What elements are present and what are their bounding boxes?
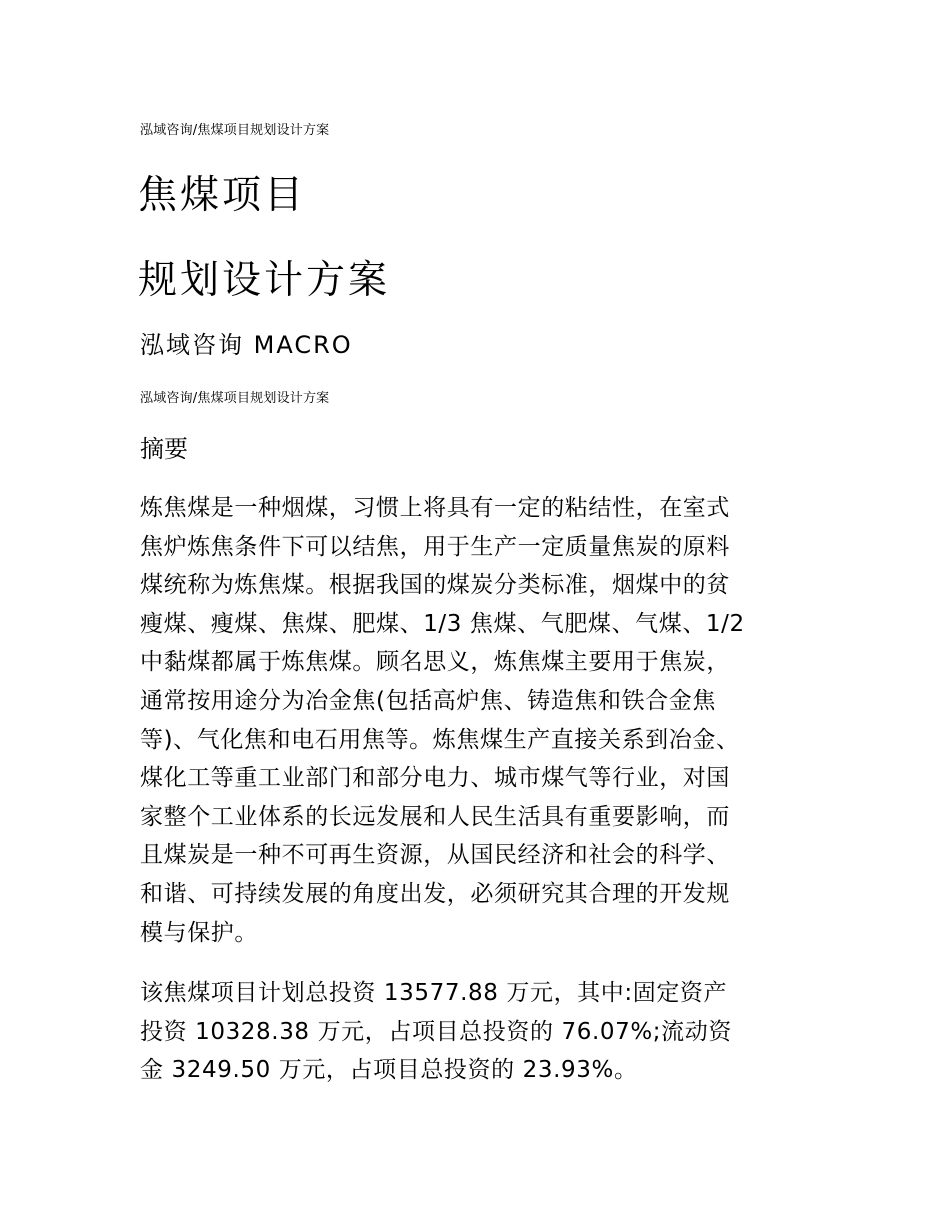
company-name: 泓域咨询 MACRO [140,331,353,359]
abstract-heading: 摘要 [140,435,188,463]
cover-title-line-2: 规划设计方案 [138,258,391,303]
paragraph-line: 瘦煤、瘦煤、焦煤、肥煤、1/3 焦煤、气肥煤、气煤、1/2 [140,610,745,637]
paragraph-line: 通常按用途分为冶金焦(包括高炉焦、铸造焦和铁合金焦 [140,687,716,714]
paragraph-line: 和谐、可持续发展的角度出发，必须研究其合理的开发规 [140,880,730,907]
abstract-paragraph-2 [140,974,812,1090]
paragraph-line: 等)、气化焦和电石用焦等。炼焦煤生产直接关系到冶金、 [140,726,740,753]
paragraph-line: 炼焦煤是一种烟煤，习惯上将具有一定的粘结性，在室式 [140,495,730,521]
paragraph-line: 模与保护。 [140,919,258,946]
running-header-top: 泓域咨询/焦煤项目规划设计方案 [140,123,330,138]
running-header-second: 泓域咨询/焦煤项目规划设计方案 [140,391,330,406]
paragraph-line: 投资 10328.38 万元，占项目总投资的 76.07%;流动资 [140,1018,732,1045]
paragraph-line: 该焦煤项目计划总投资 13577.88 万元，其中:固定资产 [140,980,728,1006]
paragraph-line: 煤统称为炼焦煤。根据我国的煤炭分类标准，烟煤中的贫 [140,572,730,599]
paragraph-line: 焦炉炼焦条件下可以结焦，用于生产一定质量焦炭的原料 [140,533,730,560]
paragraph-line: 金 3249.50 万元，占项目总投资的 23.93%。 [140,1057,638,1084]
abstract-paragraph-1 [140,489,812,952]
paragraph-line: 且煤炭是一种不可再生资源，从国民经济和社会的科学、 [140,842,730,869]
paragraph-line: 家整个工业体系的长远发展和人民生活具有重要影响，而 [140,803,730,830]
cover-title-line-1: 焦煤项目 [138,173,307,218]
paragraph-line: 煤化工等重工业部门和部分电力、城市煤气等行业，对国 [140,765,730,792]
paragraph-line: 中黏煤都属于炼焦煤。顾名思义，炼焦煤主要用于焦炭， [140,649,730,676]
